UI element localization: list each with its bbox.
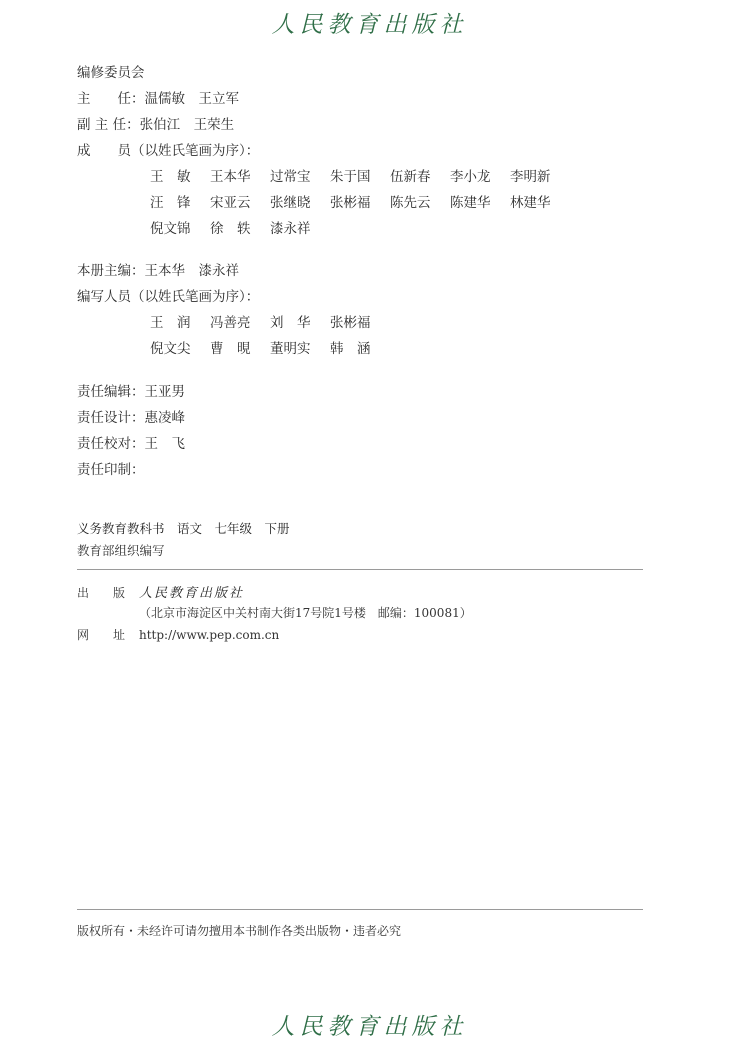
responsible-designer-row — [77, 405, 185, 431]
copyright-notice: 版权所有・未经许可请勿擅用本书制作各类出版物・违者必究 — [77, 924, 402, 938]
vice-director-names: 张伯江 王荣生 — [139, 117, 235, 133]
book-author: 教育部组织编写 — [77, 543, 165, 558]
member-name: 漆永祥 — [270, 221, 311, 237]
writers-label: 编写人员（以姓氏笔画为序）： — [77, 289, 260, 305]
member-name: 李明新 — [510, 169, 551, 185]
writers-row — [77, 336, 390, 362]
publisher-label: 出 版 — [77, 586, 126, 600]
member-name: 林建华 — [510, 195, 551, 211]
responsible-proofreader-row — [77, 431, 185, 457]
responsibility-value: 惠凌峰 — [144, 410, 185, 426]
members-row — [77, 190, 570, 216]
committee-heading: 编修委员会 — [77, 65, 145, 81]
member-name: 汪 锋 — [150, 195, 191, 211]
publisher-logo-bottom: 人民教育出版社 — [271, 1014, 468, 1040]
responsibility-label: 责任设计： — [77, 410, 145, 426]
responsibility-label: 责任校对： — [77, 436, 145, 452]
director-label: 主 任： — [77, 91, 145, 107]
committee-director-row — [77, 86, 570, 112]
responsibility-label: 责任编辑： — [77, 384, 145, 400]
writer-name: 张彬福 — [330, 315, 371, 331]
member-name: 陈建华 — [450, 195, 491, 211]
writer-name: 冯善亮 — [210, 315, 251, 331]
divider — [77, 569, 643, 570]
publisher-row — [77, 582, 244, 601]
members-row — [77, 216, 570, 242]
member-name: 宋亚云 — [210, 195, 251, 211]
vice-director-label: 副 主 任： — [77, 117, 140, 133]
website-row — [77, 626, 279, 643]
responsibility-list — [77, 379, 185, 483]
editorial-committee — [77, 60, 570, 242]
member-name: 张继晓 — [270, 195, 311, 211]
writer-name: 曹 晛 — [210, 341, 251, 357]
member-name: 伍新春 — [390, 169, 431, 185]
member-name: 倪文锦 — [150, 221, 191, 237]
member-name: 王 敏 — [150, 169, 191, 185]
publisher-address: （北京市海淀区中关村南大街17号院1号楼 邮编：100081） — [139, 606, 472, 620]
member-name: 朱于国 — [330, 169, 371, 185]
chief-editor-row — [77, 258, 390, 284]
committee-members-label: 成 员（以姓氏笔画为序）： — [77, 143, 260, 159]
director-names: 温儒敏 王立军 — [144, 91, 239, 107]
members-row — [77, 164, 570, 190]
member-name: 张彬福 — [330, 195, 371, 211]
writer-name: 韩 涵 — [330, 341, 371, 357]
website-label: 网 址 — [77, 628, 126, 642]
member-name: 过常宝 — [270, 169, 311, 185]
chief-editor-names: 王本华 漆永祥 — [144, 263, 239, 279]
writer-name: 王 润 — [150, 315, 191, 331]
publisher-logo-small: 人民教育出版社 — [139, 586, 245, 601]
writer-name: 倪文尖 — [150, 341, 191, 357]
book-series-title: 义务教育教科书 语文 七年级 下册 — [77, 521, 290, 536]
volume-editors — [77, 258, 390, 362]
writers-row — [77, 310, 390, 336]
publisher-logo-top: 人民教育出版社 — [271, 12, 468, 38]
responsible-printing-row — [77, 457, 185, 483]
writer-name: 董明实 — [270, 341, 311, 357]
responsible-editor-row — [77, 379, 185, 405]
member-name: 徐 轶 — [210, 221, 251, 237]
website-url[interactable]: http://www.pep.com.cn — [139, 628, 280, 642]
responsibility-value: 王 飞 — [144, 436, 185, 452]
divider — [77, 909, 643, 910]
committee-vice-director-row — [77, 112, 570, 138]
writer-name: 刘 华 — [270, 315, 311, 331]
member-name: 王本华 — [210, 169, 251, 185]
member-name: 陈先云 — [390, 195, 431, 211]
chief-editor-label: 本册主编： — [77, 263, 145, 279]
member-name: 李小龙 — [450, 169, 491, 185]
responsibility-label: 责任印制： — [77, 462, 145, 478]
responsibility-value: 王亚男 — [144, 384, 185, 400]
